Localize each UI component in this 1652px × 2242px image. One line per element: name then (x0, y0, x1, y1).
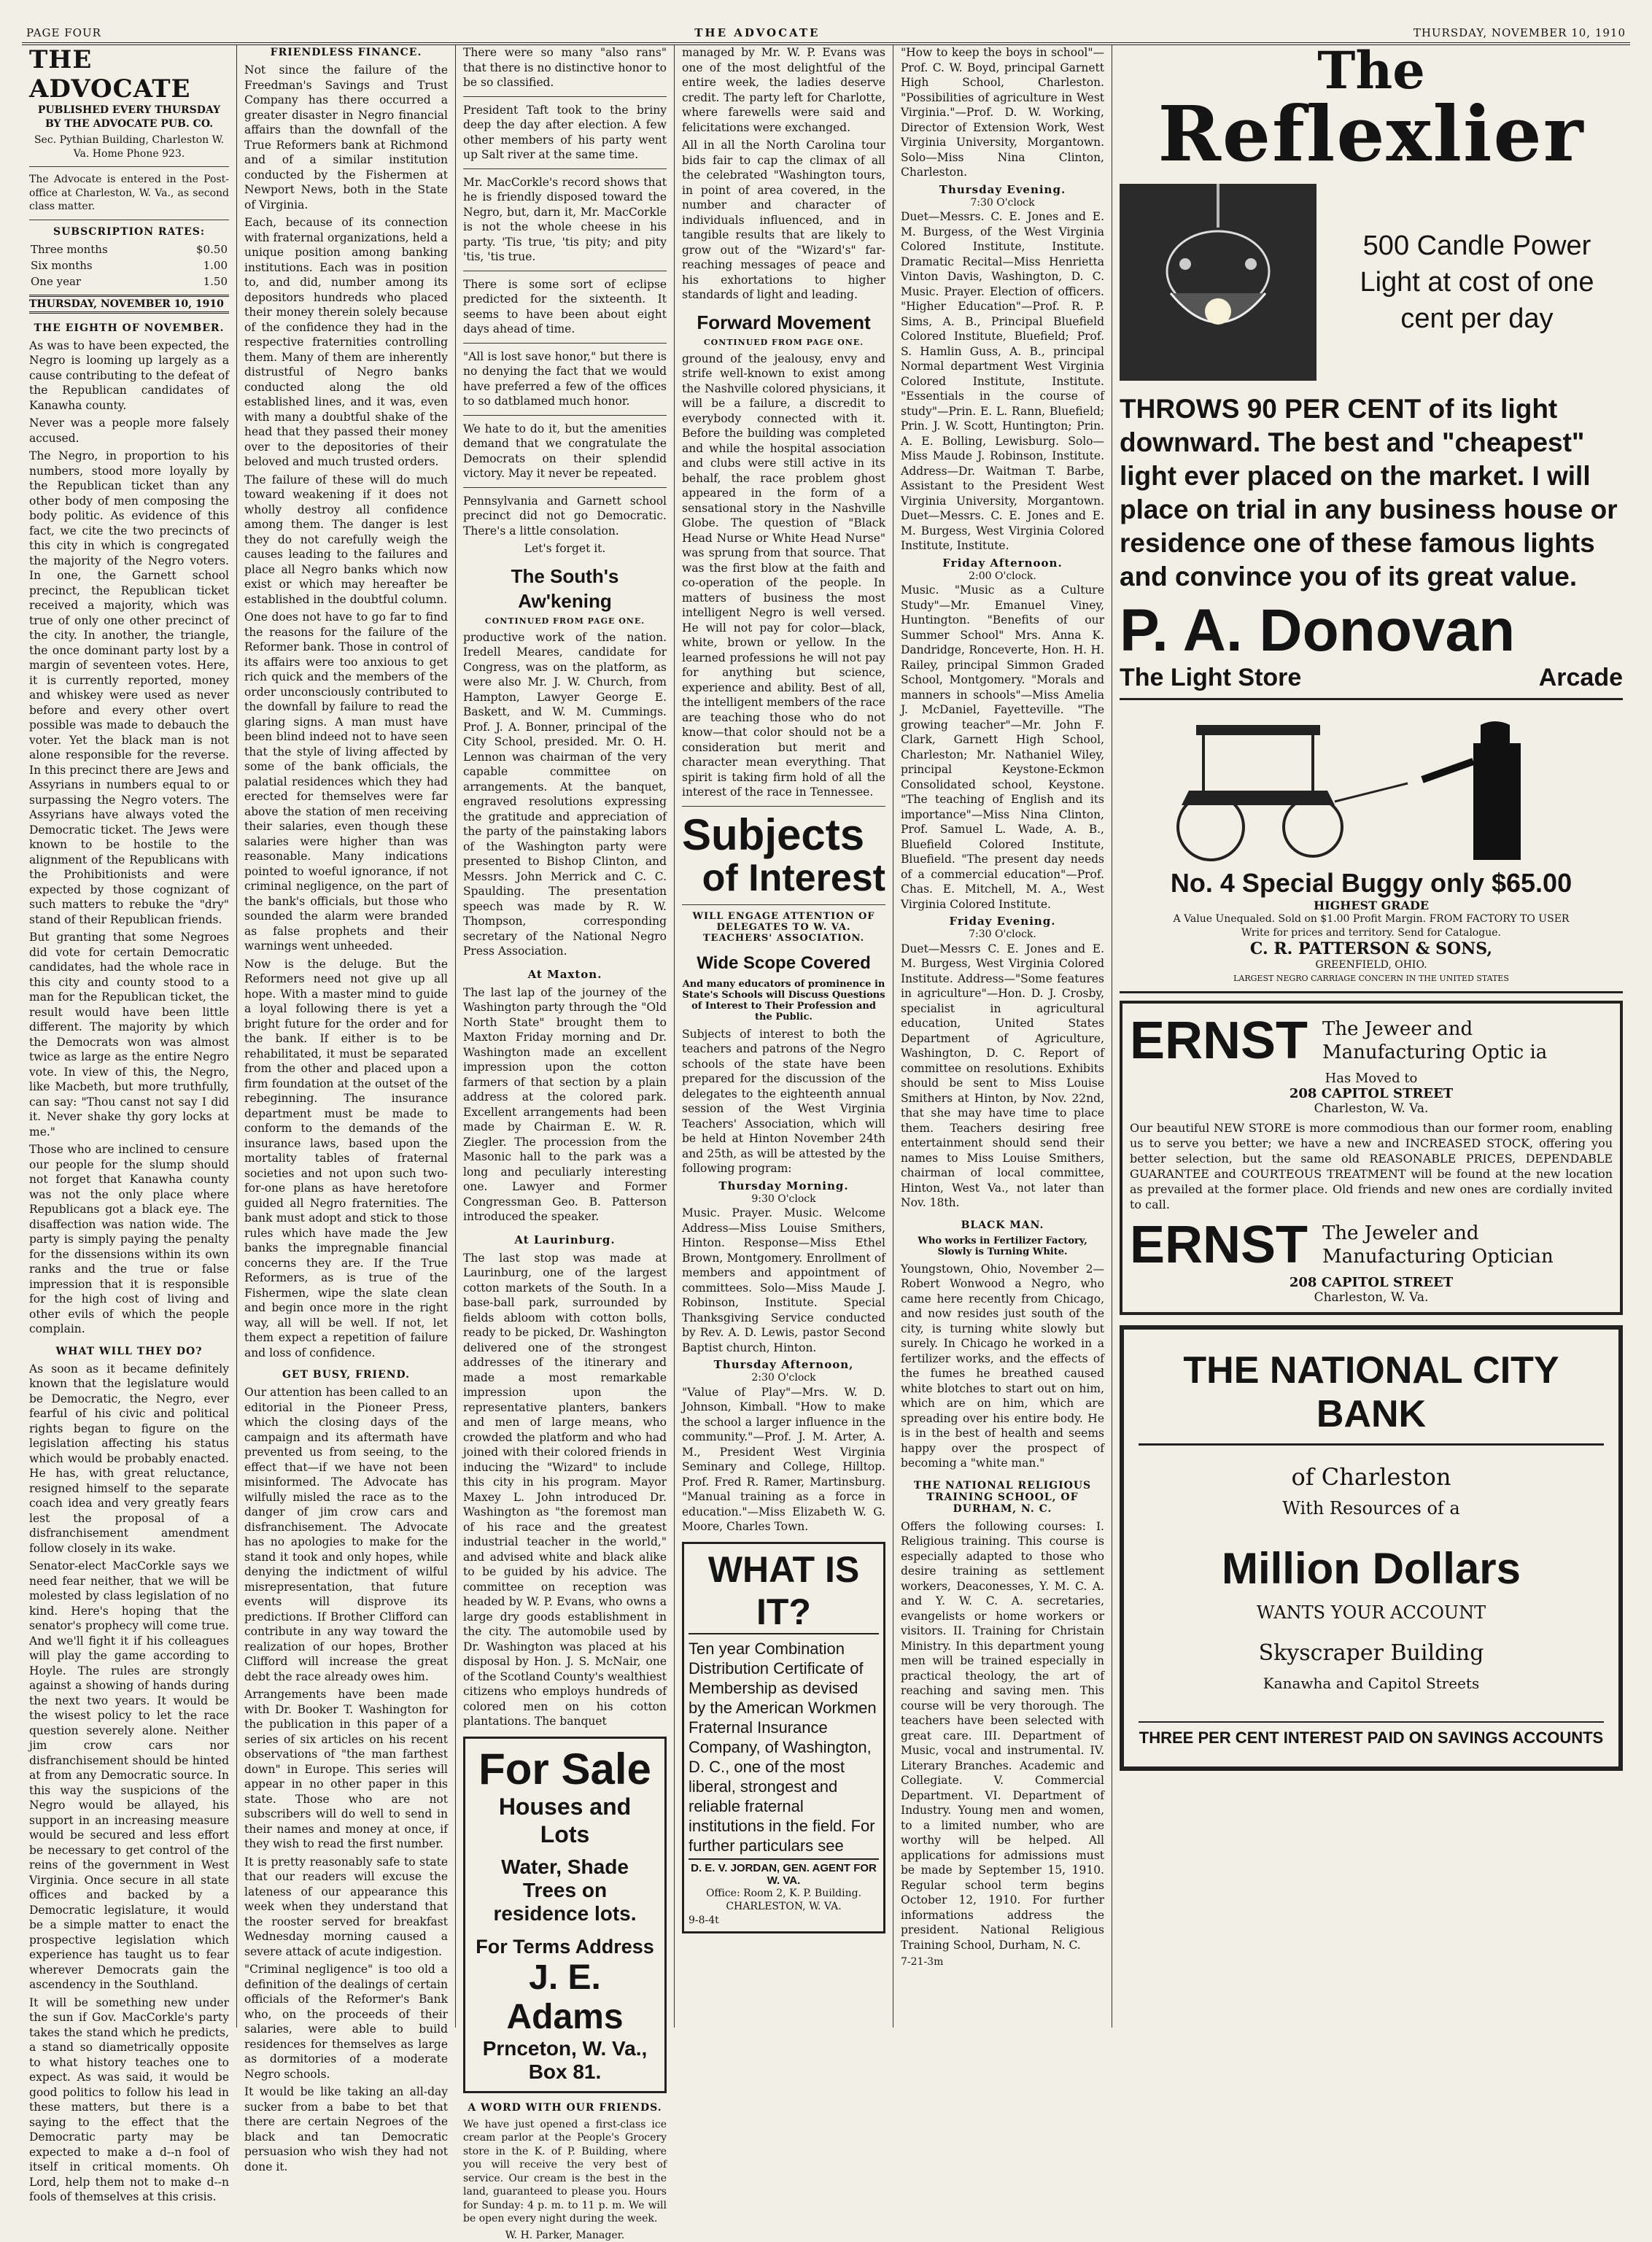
ad-arcade: Arcade (1539, 664, 1623, 692)
headline-eighth-of-november: THE EIGHTH OF NOVEMBER. (29, 322, 229, 334)
article-paragraph: Offers the following courses: I. Religious training. This course is especially adapted to those who desire training as settlement workers, Deaconesses, Y. M. C. A. and Y. W. C. A. secretaries, evangelists or home workers or visitors. II. Training for Christain Ministry. In this department young men will be trained especially in practical theology, the art of reaching and saving men. This course will be very thorough. The teachers have been selected with great care. III. Department of Music, vocal and instrumental. IV. Literary Branches. Academic and Collegiate. V. Commercial Department. VI. Department of Industry. Young men and women, to a limited number, who are worthy will be helped. All applications for admissions must be made by September 15, 1910. Regular school term begins October 12, 1910. For further informations address the president. National Religious Training School, Durham, N. C. (901, 1519, 1104, 1953)
column-2 (237, 45, 456, 2028)
paragraph: There were so many "also rans" that there is no distinctive honor to be so classified. (463, 45, 667, 90)
subscription-rates-title: SUBSCRIPTION RATES: (29, 226, 229, 238)
headline-get-busy-friend: GET BUSY, FRIEND. (244, 1369, 448, 1381)
dateline: THURSDAY, NOVEMBER 10, 1910 (29, 295, 229, 314)
paragraph: Pennsylvania and Garnett school precinct did not go Democratic. There's a little consolation. (463, 494, 667, 539)
headline-friendless-finance: FRIENDLESS FINANCE. (244, 47, 448, 58)
article-paragraph: One does not have to go far to find the reasons for the failure of the Reformer bank. Those in control of its affairs were too anxious to get rich quick and the members of the order unconsciously contributed to the downfall by failure to read the glaring signs. A man must have been blind indeed not to have seen that the style of living affected by some of the bank officials, the palatial residences which they had erected for themselves were far above the station of men receiving their salaries, even though these salaries were higher than was reasonable. Many indications pointed to woeful ignorance, if not criminal negligence, on the part of the bank's officials, but those who sounded the alarm were branded as false prophets and their warnings went unheeded. (244, 610, 448, 954)
ad-title: For Sale (473, 1746, 657, 1793)
article-paragraph: productive work of the nation. Iredell Meares, candidate for Congress, was on the platform, as were also Mr. J. W. Church, from Hampton, Lawyer George E. Baskett, and W. M. Cummings. Prof. J. A. Bonner, principal of the City School, presided. Mr. O. H. Lennon was chairman of the very capable committee on arrangements. At the banquet, engraved resolutions expressing the gratitude and appreciation of the party of the painstaking labors of the Washington party were presented to Bishop Clinton, and Messrs. John Merrick and C. C. Spaulding. The presentation speech was made by R. W. Thompson, corresponding secretary of the National Negro Press Association. (463, 630, 667, 959)
column-5 (893, 45, 1112, 2028)
ad-box: Box 81. (473, 2060, 657, 2084)
buggy-city: GREENFIELD, OHIO. (1120, 958, 1623, 972)
bank-million: Million Dollars (1139, 1543, 1604, 1594)
paper-name: THE ADVOCATE (694, 26, 820, 39)
ad-pitch: 500 Candle Power Light at cost of one cent per day (1331, 228, 1623, 337)
ad-subtitle: Houses and Lots (473, 1793, 657, 1848)
buggy-icon (1167, 710, 1575, 864)
headline-training-school: THE NATIONAL RELIGIOUS TRAINING SCHOOL, OF DURHAM, N. C. (901, 1480, 1104, 1515)
ernst-name-2: ERNST (1130, 1215, 1308, 1275)
bank-of: of Charleston (1139, 1463, 1604, 1491)
article-paragraph: The last stop was made at Laurinburg, one of the largest cotton markets of the South. In a base-ball park, surrounded by fields abloom with cotton bolls, ready to be picked, Dr. Washington delivered one of the strongest addresses of the itinerary and made a most remarkable impression upon the representative planters, bankers and men of large means, who crowded the platform and who had joined with their colored friends in inducing the "Wizard" to include this city in his program. Mayor Maxey L. John introduced Dr. Washington as "the foremost man of his race and the greatest industrial teacher in the world," and advised white and black alike to be guided by his advice. The committee on reception was headed by W. P. Evans, who owns a large dry goods establishment in the city. The automobile used by Dr. Washington was placed at his disposal by Hon. J. S. McNair, one of the Scotland County's wealthiest citizens who employs hundreds of colored men on his cotton plantations. The banquet (463, 1251, 667, 1729)
ad-reflexlier-title: Reflexlier (1120, 96, 1623, 172)
program-list: Duet—Messrs C. E. Jones and E. M. Burgess, West Virginia Colored Institute. Address—"Some features in agriculture"—Hon. D. J. Crosby, specialist in agricultural education, United States Department of Agriculture, Washington, D. C. Report of committee on resolutions. Exhibits should be sent to Miss Louise Smithers at Hinton, by Nov. 22nd, that she may have time to place them. Teachers desiring free entertainment should send their names to Miss Louise Smithers, chairman of local committee, Hinton, West Va., not later than Nov. 18th. (901, 942, 1104, 1211)
article-paragraph: Arrangements have been made with Dr. Booker T. Washington for the publication in this paper of a series of six articles on his recent observations of "the man farthest down" in Europe. This series will appear in no other paper in this state. Those who are not subscribers will do well to send in their names and money at once, if they wish to read the first number. (244, 1687, 448, 1852)
article-paragraph: managed by Mr. W. P. Evans was one of the most delightful of the entire week, the ladies deserve credit. The party left for Charlotte, where farewells were said and felicitations were exchanged. (682, 45, 885, 135)
program-list: Music. "Music as a Culture Study"—Mr. Emanuel Viney, Huntington. "Benefits of our Summer School" Mrs. Anna K. Dandridge, Ronceverte, Hon. H. H. Railey, principal Simmon Graded School, Montgomery. "Morals and manners in schools"—Miss Amelia J. McDaniel, Fayetteville. "The growing teacher"—Mr. John F. Clark, Garnett High School, Charleston; Mr. Nathaniel Wiley, principal Keystone-Eckmon Consolidated school, Keystone. "The teaching of English and its importance"—Miss Nina Clinton, Prof. Samuel L. Wade, A. B., Bluefield Colored Institute, Bluefield. "The present day needs of a commercial education"—Prof. Chas. E. Mitchell, M. A., West Virginia Colored Institute. (901, 583, 1104, 912)
program-heading: Thursday Morning. (682, 1179, 885, 1192)
continued-note: CONTINUED FROM PAGE ONE. (682, 338, 885, 347)
article-paragraph: All in all the North Carolina tour bids fair to cap the climax of all the celebrated "Washington tours, in point of area covered, in the number and character of individuals influenced, and in tangible results that are likely to grow out of the "Wizard's" far-reaching messages of peace and his exhortations to higher standards of light and leading. (682, 138, 885, 303)
article-paragraph: Senator-elect MacCorkle says we need fear neither, that we will be molested by class legislation of no kind. Here's hoping that the senator's prophecy will come true. And we'll fight it if his colleagues will play the game according to Hoyle. The rules are strongly against a showing of hands during the next two years. It would be the wisest policy to let the race question severely alone. Neither jim crow cars nor disfranchisement should be hinted at from any Democratic source. In this way the suspicions of the Negro would be allayed, his support in an increasing measure would be secured and less effort be necessary to get control of the reins of the government in West Virginia. Once secure in all state offices and backed by a Democratic legislature, it would be a simple matter to enact the prospective legislation which experience has taught us to fear wherever Democrats gain the ascendency in the Southland. (29, 1559, 229, 1993)
buggy-write: Write for prices and territory. Send for Catalogue. (1120, 926, 1623, 940)
subscription-rates (29, 241, 229, 290)
headline-black-man: BLACK MAN. (901, 1219, 1104, 1231)
bank-building: Skyscraper Building (1139, 1640, 1604, 1666)
program-time: 2:00 O'clock. (901, 570, 1104, 583)
ernst-ad (1120, 1001, 1623, 1315)
ad-city: Prnceton, W. Va., (473, 2037, 657, 2060)
ad-line: Water, Shade Trees on residence lots. (473, 1855, 657, 1925)
paragraph: Mr. MacCorkle's record shows that he is friendly disposed toward the Negro, but, darn it, Mr. MacCorkle is not the whole cheese in his party. 'Tis true, 'tis pity; and pity 'tis, 'tis true. (463, 175, 667, 265)
ad-body: Ten year Combination Distribution Certificate of Membership as devised by the American Workmen Fraternal Insurance Company, of Washington, D. C., one of the most liberal, strongest and reliable fraternal institutions in the field. For further particulars see (689, 1639, 879, 1855)
article-paragraph: ground of the jealousy, envy and strife well-known to exist among the Nashville colored physicians, it will be a failure, a discredit to everybody connected with it. Before the building was completed and while the hospital association and clubs were still active in its behalf, the race problem ghost appeared in the form of a sensational story in the Nashville Globe. The question of "Black Head Nurse or White Head Nurse" was sprung from that source. That was the first blow at the faith and co-operation of the people. In matters of business the most intelligent Negro is well versed. He will not pay for color—black, white, brown or yellow. In the learned professions he will not pay for anything but science, experience and ability. Best of all, the intelligent members of the race are teaching those who do not know—that color should not be a consideration but merit and character mean everything. That spirit is taking firm hold of all the interest of the race in Tennessee. (682, 352, 885, 800)
paragraph: There is some sort of eclipse predicted for the sixteenth. It seems to have been about eight days ahead of time. (463, 277, 667, 337)
program-heading: Friday Afternoon. (901, 556, 1104, 570)
program-heading: Thursday Afternoon, (682, 1358, 885, 1371)
program-time: 9:30 O'clock (682, 1192, 885, 1206)
ernst-moved: Has Moved to (1130, 1071, 1613, 1086)
article-paragraph: Our attention has been called to an editorial in the Pioneer Press, which the closing days of the campaign and its aftermath have prevented us from seeing, to the effect that—if we have not been misinformed. The Advocate has wilfully misled the race as to the danger of jim crow cars and disfranchisement. The Advocate has no apologies to make for the stand it took and only hopes, while denying the indictment of wilful misrepresentation, that future events will disprove its predictions. If Brother Clifford can contribute in any way toward the realization of our hopes, Brother Clifford will increase the great debt the race already owes him. (244, 1385, 448, 1684)
column-1 (22, 45, 237, 2028)
article-paragraph: The failure of these will do much toward weakening if it does not wholly destroy all confidence among them. The danger is lest they do not carefully weigh the causes leading to the failures and place all Negro banks which now exist or which may hereafter be established in the doubtful column. (244, 473, 448, 608)
program-list: "How to keep the boys in school"—Prof. C. W. Boyd, principal Garnett High School, Charleston. "Possibilities of agriculture in West Virginia."—Prof. D. W. Working, Director of Extension Work, West Virginia University, Morgantown. Solo—Miss Nina Clinton, Charleston. (901, 45, 1104, 180)
national-city-bank-ad (1120, 1325, 1623, 1771)
for-sale-ad (463, 1737, 667, 2093)
chandelier-icon (1120, 184, 1316, 381)
buggy-foot: LARGEST NEGRO CARRIAGE CONCERN IN THE UNITED STATES (1120, 972, 1623, 986)
deck: WILL ENGAGE ATTENTION OF DELEGATES TO W. VA. TEACHERS' ASSOCIATION. (682, 911, 885, 944)
article-paragraph: "Criminal negligence" is too old a definition of the dealings of certain officials of the Reformer's Bank who, on the proceeds of their salaries, were able to build residences for themselves as large as dormitories of a moderate Negro schools. (244, 1962, 448, 2082)
rate-row: Six months 1.00 (31, 258, 228, 273)
buggy-ad (1120, 700, 1623, 993)
program-heading: Friday Evening. (901, 915, 1104, 928)
ernst-tagline: The Jeweer and Manufacturing Optic ia (1322, 1017, 1613, 1064)
ad-throws: THROWS 90 PER CENT of its light downward. The best and "cheapest" light ever placed on the market. I will place on trial in any business house or residence one of these famous lights and convince you of its great value. (1120, 392, 1623, 594)
bank-name: THE NATIONAL CITY BANK (1139, 1349, 1604, 1446)
rate-row: One year 1.50 (31, 274, 228, 289)
buggy-value: A Value Unequaled. Sold on $1.00 Profit Margin. FROM FACTORY TO USER (1120, 912, 1623, 926)
masthead-publisher: PUBLISHED EVERY THURSDAY BY THE ADVOCATE PUB. CO. (29, 104, 229, 131)
masthead-title: THE ADVOCATE (29, 45, 229, 104)
program-list: Music. Prayer. Music. Welcome Address—Miss Louise Smithers, Hinton. Response—Miss Ethel Brown, Montgomery. Enrollment of members and appointment of committees. Solo—Miss Maude J. Robinson, Institute. Special Thanksgiving Service conducted by Rev. A. D. Lewis, pastor Second Baptist church, Hinton. (682, 1206, 885, 1355)
article-paragraph: As was to have been expected, the Negro is looming up largely as a cause contributing to the defeat of the Republican candidates of Kanawha county. (29, 338, 229, 414)
buggy-image (1167, 710, 1575, 864)
program-heading: Thursday Evening. (901, 183, 1104, 196)
column-6-ads (1112, 45, 1630, 2028)
program-time: 7:30 O'clock (901, 196, 1104, 210)
continued-note: CONTINUED FROM PAGE ONE. (463, 616, 667, 626)
ernst-tagline-2: The Jeweler and Manufacturing Optician (1322, 1222, 1613, 1268)
headline-subjects: Subjects (682, 812, 885, 858)
article-paragraph: Never was a people more falsely accused. (29, 416, 229, 446)
article-paragraph: The Negro, in proportion to his numbers, stood more loyally by the Republican ticket than any other body of men composing the body politic. As evidence of this fact, we cite the two precincts of this city in which is congregated the majority of the Negro voters. In one, the Garnett school precinct, the Republican ticket received a majority, which was true of only one other precinct of the city. In another, the triangle, the once dominant party lost by a margin of seventeen votes. Here, it is currently reported, money and whiskey were used as never before and every other overt possible was made to debauch the voter. Yet the black man is not alone responsible for the reverse. In this precinct there are Jews and Assyrians in numbers equal to or surpassing the Negro voters. The Assyrians have always voted the Democratic ticket. The Jews were known to be hostile to the alignment of the Republicans with the Prohibitionists and were expected by those cognizant of such matters to rebuke the "dry" stand of their Republican friends. (29, 449, 229, 927)
article-paragraph: Each, because of its connection with fraternal organizations, held a unique position among banking institutions. Each was in position to, and did, number among its depositors hundreds who placed their money therein solely because of the confidence they had in the respective fraternities controlling them. Many of them are inherently distrustful of Negro banks conducted along the old established lines, and it was, even with many a doubtful shake of the head that they passed their money over to the depositories of their beloved and much trusted orders. (244, 215, 448, 470)
headline-of-interest: of Interest (682, 858, 885, 899)
paragraph: Let's forget it. (463, 541, 667, 556)
article-paragraph: Now is the deluge. But the Reformers need not give up all hope. With a master mind to guide a loyal following there is yet a bright future for the order and for the bank. If either is to be rehabilitated, it must be separated from the other and placed upon a firm foundation at the outset of the rebeginning. The insurance department must be made to conform to the demands of the insurance laws, based upon the mortality tables of fraternal societies and not upon such two-for-one plans as have heretofore guided all Negro fraternities. The bank must adopt and stick to those rules which have made the Jew banks the impregnable financial concerns they are. If the True Reformers, as is true of the Fishermen, wipe the slate clean and begin once more in the right way, all will be well. If not, let them expect a repetition of failure and loss of confidence. (244, 957, 448, 1361)
newspaper-page (22, 13, 1630, 2028)
masthead-entry: The Advocate is entered in the Post-office at Charleston, W. Va., as second class matter. (29, 173, 229, 214)
article-paragraph: Not since the failure of the Freedman's Savings and Trust Company has there occurred a greater disaster in Negro financial affairs than the downfall of the True Reformers bank at Richmond and of a similar institution conducted by the Fishermen at Newport News, both in the State of Virginia. (244, 63, 448, 212)
ad-name: J. E. Adams (473, 1958, 657, 2037)
ad-agent: D. E. V. JORDAN, GEN. AGENT FOR W. VA. (689, 1858, 879, 1887)
paragraph: President Taft took to the briny deep the day after election. A few other members of his party went up Salt river at the same time. (463, 103, 667, 163)
masthead-address: Sec. Pythian Building, Charleston W. Va. Home Phone 923. (29, 133, 229, 160)
article-paragraph: The last lap of the journey of the Washington party through the "Old North State" brought them to Maxton Friday morning and Dr. Washington made an excellent impression upon the cotton farmers of that section by a plain address at the colored park. Excellent arrangements had been made by Chairman E. W. R. Ziegler. The procession from the Masonic hall to the park was a long and peculiarly interesting one. Lawyer and Former Congressman Geo. B. Patterson introduced the speaker. (463, 985, 667, 1225)
ad-store: The Light Store (1120, 664, 1301, 692)
article-paragraph: Subjects of interest to both the teachers and patrons of the Negro schools of the state have been prepared for the discussion of the delegates to the eighteenth annual session of the West Virginia Teachers' Association, which will be held at Hinton November 24th and 25th, as will be attested by the following program: (682, 1027, 885, 1176)
buggy-grade: HIGHEST GRADE (1120, 899, 1623, 912)
ad-the: The (1120, 45, 1623, 96)
ernst-name: ERNST (1130, 1011, 1308, 1071)
issue-date: THURSDAY, NOVEMBER 10, 1910 (1413, 26, 1626, 39)
deck: Who works in Fertilizer Factory, Slowly is Turning White. (901, 1236, 1104, 1257)
headline-word-with-friends: A WORD WITH OUR FRIENDS. (463, 2102, 667, 2114)
headline-souths-awakening: The South's Aw'kening (463, 564, 667, 613)
program-time: 7:30 O'clock. (901, 928, 1104, 942)
article-paragraph: As soon as it became definitely known that the legislature would be Democratic, the Negro, ever fearful of his civic and political rights began to figure on the legislation affecting his status which would be probably enacted. He has, with great reluctance, resigned himself to the separate coach idea and very greatly fears lest the proposal of a disfranchisement amendment follow closely in its wake. (29, 1362, 229, 1556)
ernst-body: Our beautiful NEW STORE is more commodious than our former room, enabling us to serve you better; we have a new and INCREASED STOCK, offering you better selection, but the same old REASONABLE PRICES, DEPENDABLE GUARANTEE and COURTEOUS TREATMENT will be found at the new location as prevailed at the former place. Old friends and new ones are cordially invited to call. (1130, 1120, 1613, 1212)
program-time: 2:30 O'clock (682, 1371, 885, 1385)
ad-code: 9-8-4t (689, 1914, 879, 1928)
headline-forward-movement: Forward Movement (682, 310, 885, 335)
article-paragraph: Youngstown, Ohio, November 2—Robert Wonwood a Negro, who came here recently from Chicago, and now resides just south of the city, is turning white slowly but surely. In Chicago he worked in a fertilizer works, and the effects of the fumes he breathed caused white blotches to start out on him, which are on him, which are spreading over his entire body. He is in the best of health and seems happy over the prospect of becoming a "white man." (901, 1262, 1104, 1471)
program-list: "Value of Play"—Mrs. W. D. Johnson, Kimball. "How to make the school a larger influence in the community."—Prof. J. M. Arter, A. M., President West Virginia Seminary and College, Hilltop. Prof. Fred R. Ramer, Martinsburg. "Manual training as a force in education."—Miss Elizabeth W. G. Moore, Charles Town. (682, 1385, 885, 1535)
lamp-image (1120, 184, 1316, 381)
ad-office: Office: Room 2, K. P. Building. CHARLESTON, W. VA. (689, 1887, 879, 1914)
bank-streets: Kanawha and Capitol Streets (1139, 1675, 1604, 1692)
headline-wide-scope: Wide Scope Covered (682, 951, 885, 976)
article-paragraph: But granting that some Negroes did vote for certain Democratic candidates, had the whole race in this city and county stood to a man for the Republican ticket, the result would have been little different. The majority by which the Democrats won was almost twice as large as the entire Negro vote. In view of this, the Negro, like Macbeth, but more truthfully, can say: "Thou canst not say I did it. Never shake thy gory locks at me." (29, 930, 229, 1139)
ernst-city: Charleston, W. Va. (1130, 1101, 1613, 1116)
ernst-city-2: Charleston, W. Va. (1130, 1290, 1613, 1305)
article-paragraph: It would be like taking an all-day sucker from a babe to bet that there are certain Negroes of the black and tan Democratic persuasion who wish they had not done it. (244, 2084, 448, 2174)
bank-resources: With Resources of a (1139, 1498, 1604, 1518)
ernst-address-2: 208 CAPITOL STREET (1130, 1275, 1613, 1290)
what-is-it-ad (682, 1542, 885, 1934)
subhead-maxton: At Maxton. (463, 968, 667, 981)
article-paragraph: We have just opened a first-class ice cream parlor at the People's Grocery store in the K. of P. Building, where you will receive the very best of service. Our cream is the best in the land, guaranteed to please you. Hours for Sunday: 4 p. m. to 11 p. m. We will be open every night during the week. (463, 2118, 667, 2226)
ad-seller: P. A. Donovan (1120, 598, 1623, 664)
signature: W. H. Parker, Manager. (463, 2229, 667, 2242)
headline-what-will-they-do: WHAT WILL THEY DO? (29, 1346, 229, 1357)
bank-interest: THREE PER CENT INTEREST PAID ON SAVINGS ACCOUNTS (1139, 1721, 1604, 1748)
article-paragraph: Those who are inclined to censure our people for the slump should not forget that Kanawha county was not the only place where Republicans got a black eye. The disaffection was nation wide. The party is simply paying the penalty for the dissensions within its own ranks and the true or false impression that it is responsible for the high cost of living and other evils of which the people complain. (29, 1142, 229, 1337)
ad-line: For Terms Address (473, 1936, 657, 1958)
buggy-headline: No. 4 Special Buggy only $65.00 (1120, 868, 1623, 899)
column-3 (456, 45, 675, 2028)
paragraph: We hate to do it, but the amenities demand that we congratulate the Democrats on their splendid victory. May it never be repeated. (463, 422, 667, 481)
ad-code: 7-21-3m (901, 1955, 1104, 1969)
buggy-firm: C. R. PATTERSON & SONS, (1120, 939, 1623, 958)
subhead-laurinburg: At Laurinburg. (463, 1233, 667, 1246)
bank-wants: WANTS YOUR ACCOUNT (1139, 1602, 1604, 1623)
article-paragraph: It will be something new under the sun if Gov. MacCorkle's party takes the stand which he predicts, a stand so diametrically opposite to what history teaches one to expect. As was said, it would be good politics to follow his lead in these matters, but there is a saying to the effect that the Democratic party may be expected to make a d--n fool of itself in critical moments. Oh Lord, help them not to make d--n fools of themselves at this crisis. (29, 1995, 229, 2205)
article-paragraph: It is pretty reasonably safe to state that our readers will excuse the lateness of our appearance this week when they understand that the rooster served for breakfast Wednesday morning caused a severe attack of acute indigestion. (244, 1855, 448, 1960)
program-list: Duet—Messrs. C. E. Jones and E. M. Burgess, of the West Virginia Colored Institute, Institute. Dramatic Recital—Miss Henrietta Vinton Davis, Washington, D. C. Music. Prayer. Election of officers. "Higher Education"—Prof. R. P. Sims, A. B., Principal Bluefield Colored Institute, Bluefield; Prof. S. Hamlin Guss, A. B., principal Normal department West Virginia Colored Institute, Institute. "Essentials in the course of study"—Prin. E. L. Rann, Bluefield; Prin. J. W. Scott, Huntington; Prin. A. E. Bolling, Lewisburg. Solo—Miss Maude J. Robinson, Institute. Address—Dr. Waitman T. Barbe, Assistant to the President West Virginia University, Morgantown. Duet—Messrs. C. E. Jones and E. M. Burgess, West Virginia Colored Institute, Institute. (901, 209, 1104, 554)
rate-row: Three months $0.50 (31, 242, 228, 257)
deck: And many educators of prominence in State's Schools will Discuss Questions of Interest to Their Profession and the Public. (682, 979, 885, 1023)
ad-title: WHAT IS IT? (689, 1548, 879, 1634)
paragraph: "All is lost save honor," but there is no denying the fact that we would have preferred a few of the offices to so datblamed much honor. (463, 349, 667, 409)
page-number: PAGE FOUR (26, 26, 101, 39)
reflexlier-ad (1120, 45, 1623, 700)
ernst-address: 208 CAPITOL STREET (1130, 1086, 1613, 1101)
column-4 (675, 45, 893, 2028)
